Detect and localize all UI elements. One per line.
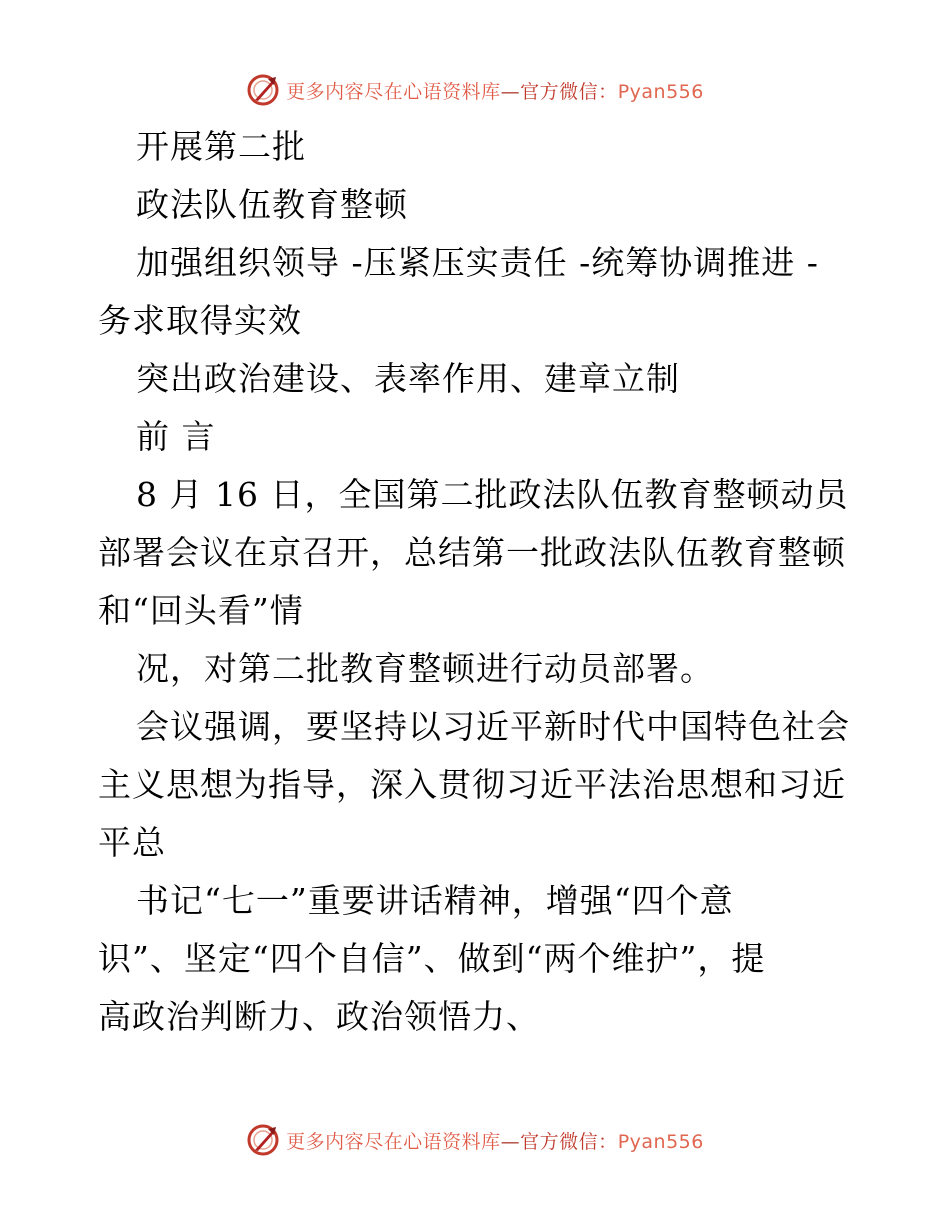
doc-line: 平总 xyxy=(98,823,166,862)
watermark-text xyxy=(286,77,704,104)
doc-line: 况，对第二批教育整顿进行动员部署。 xyxy=(136,649,714,688)
doc-line: 部署会议在京召开，总结第一批政法队伍教育整顿 xyxy=(98,533,846,572)
watermark-wechat-id: Pyan556 xyxy=(617,1130,704,1153)
watermark-text xyxy=(286,1127,704,1154)
quill-circle-logo-icon xyxy=(246,1123,280,1157)
doc-line: 识”、坚定“四个自信”、做到“两个维护”，提 xyxy=(98,939,766,978)
watermark-separator: — xyxy=(500,1130,521,1153)
doc-line: 会议强调，要坚持以习近平新时代中国特色社会 xyxy=(136,707,850,746)
header-watermark xyxy=(0,70,950,110)
quill-circle-logo-icon xyxy=(246,73,280,107)
doc-line: 主义思想为指导，深入贯彻习近平法治思想和习近 xyxy=(98,765,846,804)
doc-line: 高政治判断力、政治领悟力、 xyxy=(98,997,540,1036)
doc-line: 前 言 xyxy=(136,417,216,456)
doc-line: 加强组织领导 -压紧压实责任 -统筹协调推进 - xyxy=(136,243,819,282)
doc-line: 和“回头看”情 xyxy=(98,591,304,630)
watermark-separator: — xyxy=(500,80,521,103)
watermark-brand: 更多内容尽在心语资料库 xyxy=(286,1130,501,1153)
watermark-brand: 更多内容尽在心语资料库 xyxy=(286,80,501,103)
doc-line: 突出政治建设、表率作用、建章立制 xyxy=(136,359,680,398)
doc-line: 书记“七一”重要讲话精神，增强“四个意 xyxy=(136,881,734,920)
document-body xyxy=(98,118,868,1046)
footer-watermark xyxy=(0,1120,950,1160)
doc-line: 开展第二批 xyxy=(136,127,306,166)
watermark-wechat-id: Pyan556 xyxy=(617,80,704,103)
doc-line: 8 月 16 日，全国第二批政法队伍教育整顿动员 xyxy=(136,475,849,514)
watermark-wechat-label: 官方微信： xyxy=(520,80,618,103)
watermark-wechat-label: 官方微信： xyxy=(520,1130,618,1153)
doc-line: 务求取得实效 xyxy=(98,301,302,340)
doc-line: 政法队伍教育整顿 xyxy=(136,185,408,224)
